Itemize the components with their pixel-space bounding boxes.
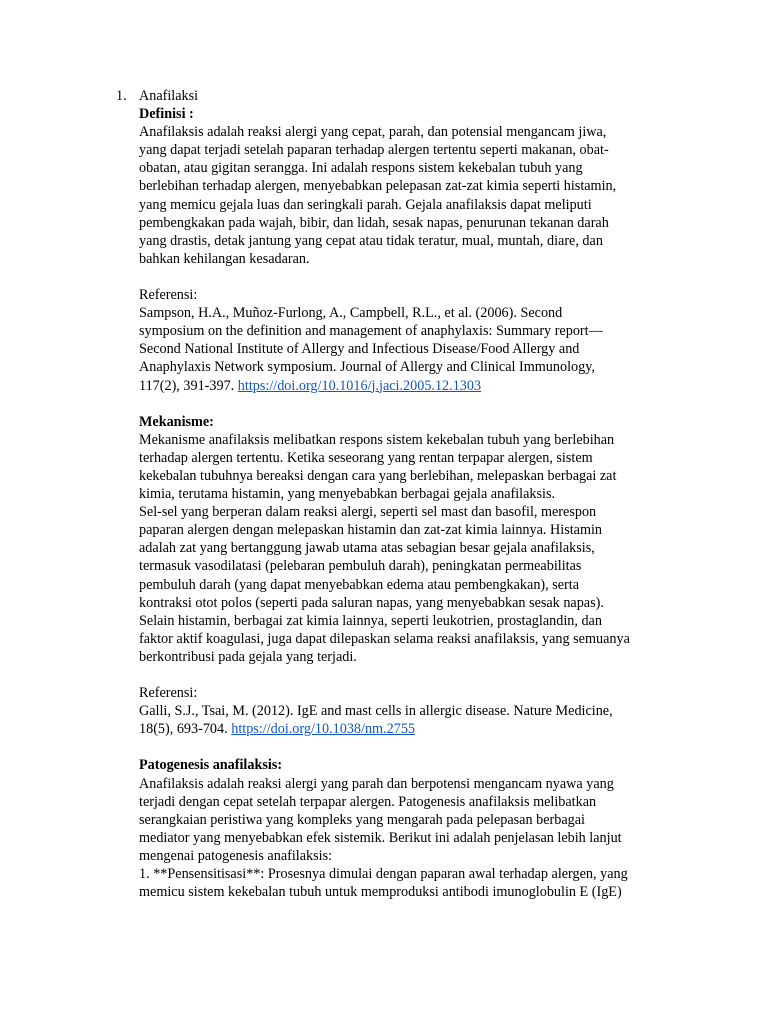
patogenesis-line: mengenai patogenesis anafilaksis:	[139, 847, 333, 864]
mekanisme-line: kimia, terutama histamin, yang menyebabkan berbagai gejala anafilaksis.	[139, 486, 556, 503]
list-item-content	[139, 87, 684, 901]
spacer	[139, 268, 684, 286]
reference-line	[139, 377, 684, 395]
patogenesis-body	[139, 775, 684, 902]
reference-line: Anaphylaxis Network symposium. Journal of Allergy and Clinical Immunology,	[139, 359, 595, 376]
reference-line	[139, 720, 684, 738]
spacer	[139, 738, 684, 756]
mekanisme-line: adalah zat yang bertanggung jawab utama atas sebagian besar gejala anafilaksis,	[139, 540, 595, 557]
list-number: 1.	[116, 88, 127, 104]
patogenesis-line: 1. **Pensensitisasi**: Prosesnya dimulai dengan paparan awal terhadap alergen, yang	[139, 866, 628, 883]
definisi-line: yang dapat terjadi setelah paparan terhadap alergen tertentu seperti makanan, obat-	[139, 142, 609, 159]
section-title: Anafilaksi	[139, 88, 199, 104]
mekanisme-heading: Mekanisme:	[139, 413, 214, 430]
mekanisme-line: Sel-sel yang berperan dalam reaksi alergi, seperti sel mast dan basofil, merespon	[139, 504, 597, 521]
definisi-line: obatan, atau gigitan serangga. Ini adalah respons sistem kekebalan tubuh yang	[139, 160, 583, 177]
reference-line: Galli, S.J., Tsai, M. (2012). IgE and mast cells in allergic disease. Nature Medicine,	[139, 703, 613, 720]
reference-text: 117(2), 391-397.	[139, 377, 238, 394]
definisi-line: yang drastis, detak jantung yang cepat atau tidak teratur, mual, muntah, diare, dan	[139, 232, 603, 249]
definisi-line: yang memicu gejala luas dan seringkali parah. Gejala anafilaksis dapat meliputi	[139, 196, 592, 213]
reference-line: Sampson, H.A., Muñoz-Furlong, A., Campbell, R.L., et al. (2006). Second	[139, 305, 563, 322]
mekanisme-reference	[139, 702, 684, 738]
definisi-heading: Definisi :	[139, 106, 194, 123]
patogenesis-line: Anafilaksis adalah reaksi alergi yang parah dan berpotensi mengancam nyawa yang	[139, 775, 614, 792]
patogenesis-line: serangkaian peristiwa yang kompleks yang mengarah pada pelepasan berbagai	[139, 811, 585, 828]
patogenesis-line: terjadi dengan cepat setelah terpapar alergen. Patogenesis anafilaksis melibatkan	[139, 793, 597, 810]
mekanisme-line: paparan alergen dengan melepaskan histamin dan zat-zat kimia lainnya. Histamin	[139, 522, 603, 539]
definisi-reference	[139, 304, 684, 394]
definisi-line: Anafilaksis adalah reaksi alergi yang cepat, parah, dan potensial mengancam jiwa,	[139, 124, 607, 141]
spacer	[139, 666, 684, 684]
reference-line: symposium on the definition and management of anaphylaxis: Summary report—	[139, 323, 603, 340]
mekanisme-line: terhadap alergen tertentu. Ketika seseorang yang rentan terpapar alergen, sistem	[139, 449, 593, 466]
mekanisme-line: kontraksi otot polos (seperti pada saluran napas, yang menyebabkan sesak napas).	[139, 594, 604, 611]
reference-line: Second National Institute of Allergy and Infectious Disease/Food Allergy and	[139, 341, 580, 358]
mekanisme-line: kekebalan tubuhnya bereaksi dengan cara yang berlebihan, melepaskan berbagai zat	[139, 467, 617, 484]
definisi-line: bahkan kehilangan kesadaran.	[139, 250, 310, 267]
patogenesis-heading: Patogenesis anafilaksis:	[139, 757, 283, 774]
patogenesis-line: memicu sistem kekebalan tubuh untuk memproduksi antibodi imunoglobulin E (IgE)	[139, 884, 622, 901]
mekanisme-line: termasuk vasodilatasi (pelebaran pembuluh darah), peningkatan permeabilitas	[139, 558, 582, 575]
mekanisme-line: faktor aktif koagulasi, juga dapat dilepaskan selama reaksi anafilaksis, yang semuanya	[139, 630, 630, 647]
definisi-line: pembengkakan pada wajah, bibir, dan lidah, sesak napas, penurunan tekanan darah	[139, 214, 609, 231]
definisi-line: berlebihan terhadap alergen, menyebabkan pelepasan zat-zat kimia seperti histamin,	[139, 178, 617, 195]
mekanisme-line: pembuluh darah (yang dapat menyebabkan edema atau pembengkakan), serta	[139, 576, 580, 593]
mekanisme-body	[139, 431, 684, 666]
mekanisme-line: berkontribusi pada gejala yang terjadi.	[139, 648, 357, 665]
spacer	[139, 395, 684, 413]
mekanisme-line: Mekanisme anafilaksis melibatkan respons sistem kekebalan tubuh yang berlebihan	[139, 431, 615, 448]
mekanisme-line: Selain histamin, berbagai zat kimia lainnya, seperti leukotrien, prostaglandin, dan	[139, 612, 602, 629]
patogenesis-line: mediator yang menyebabkan efek sistemik. Berikut ini adalah penjelasan lebih lanjut	[139, 829, 622, 846]
definisi-body	[139, 123, 684, 268]
reference-text: 18(5), 693-704.	[139, 721, 232, 738]
mekanisme-ref-label: Referensi:	[139, 685, 198, 702]
doi-link[interactable]: https://doi.org/10.1038/nm.2755	[231, 721, 416, 738]
doi-link[interactable]: https://doi.org/10.1016/j.jaci.2005.12.1303	[237, 377, 482, 394]
definisi-ref-label: Referensi:	[139, 287, 198, 304]
